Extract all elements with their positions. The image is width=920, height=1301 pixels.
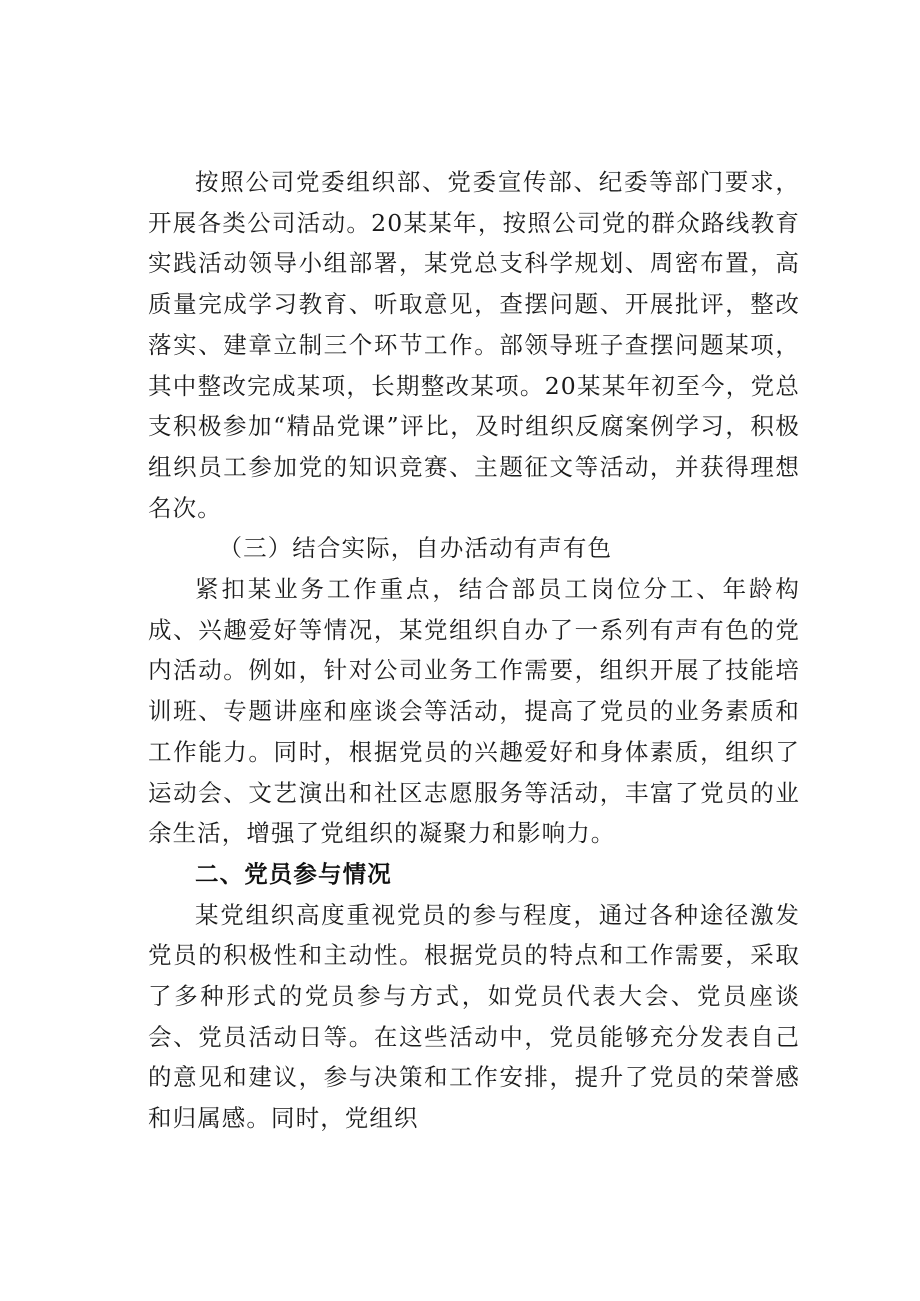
- subheading-self-organized-activities: （三）结合实际，自办活动有声有色: [218, 534, 613, 563]
- paragraph-member-participation: 某党组织高度重视党员的参与程度，通过各种途径激发党员的积极性和主动性。根据党员的特点和工作需要，采取了多种形式的党员参与方式，如党员代表大会、党员座谈会、党员活动日等。在这些活动中，党员能够充分发表自己的意见和建议，参与决策和工作安排，提升了党员的荣誉感和归属感。同时，党组织: [148, 900, 800, 1133]
- document-body: [148, 162, 800, 1139]
- paragraph-activities-overview: 按照公司党委组织部、党委宣传部、纪委等部门要求，开展各类公司活动。20某某年，按照公司党的群众路线教育实践活动领导小组部署，某党总支科学规划、周密布置，高质量完成学习教育、听取意见，查摆问题、开展批评，整改落实、建章立制三个环节工作。部领导班子查摆问题某项，其中整改完成某项，长期整改某项。20某某年初至今，党总支积极参加“精品党课”评比，及时组织反腐案例学习，积极组织员工参加党的知识竞赛、主题征文等活动，并获得理想名次。: [148, 168, 800, 522]
- section-heading-member-participation: 二、党员参与情况: [195, 859, 392, 888]
- paragraph-self-organized-activities: 紧扣某业务工作重点，结合部员工岗位分工、年龄构成、兴趣爱好等情况，某党组织自办了一系列有声有色的党内活动。例如，针对公司业务工作需要，组织开展了技能培训班、专题讲座和座谈会等活动，提高了党员的业务素质和工作能力。同时，根据党员的兴趣爱好和身体素质，组织了运动会、文艺演出和社区志愿服务等活动，丰富了党员的业余生活，增强了党组织的凝聚力和影响力。: [148, 575, 800, 848]
